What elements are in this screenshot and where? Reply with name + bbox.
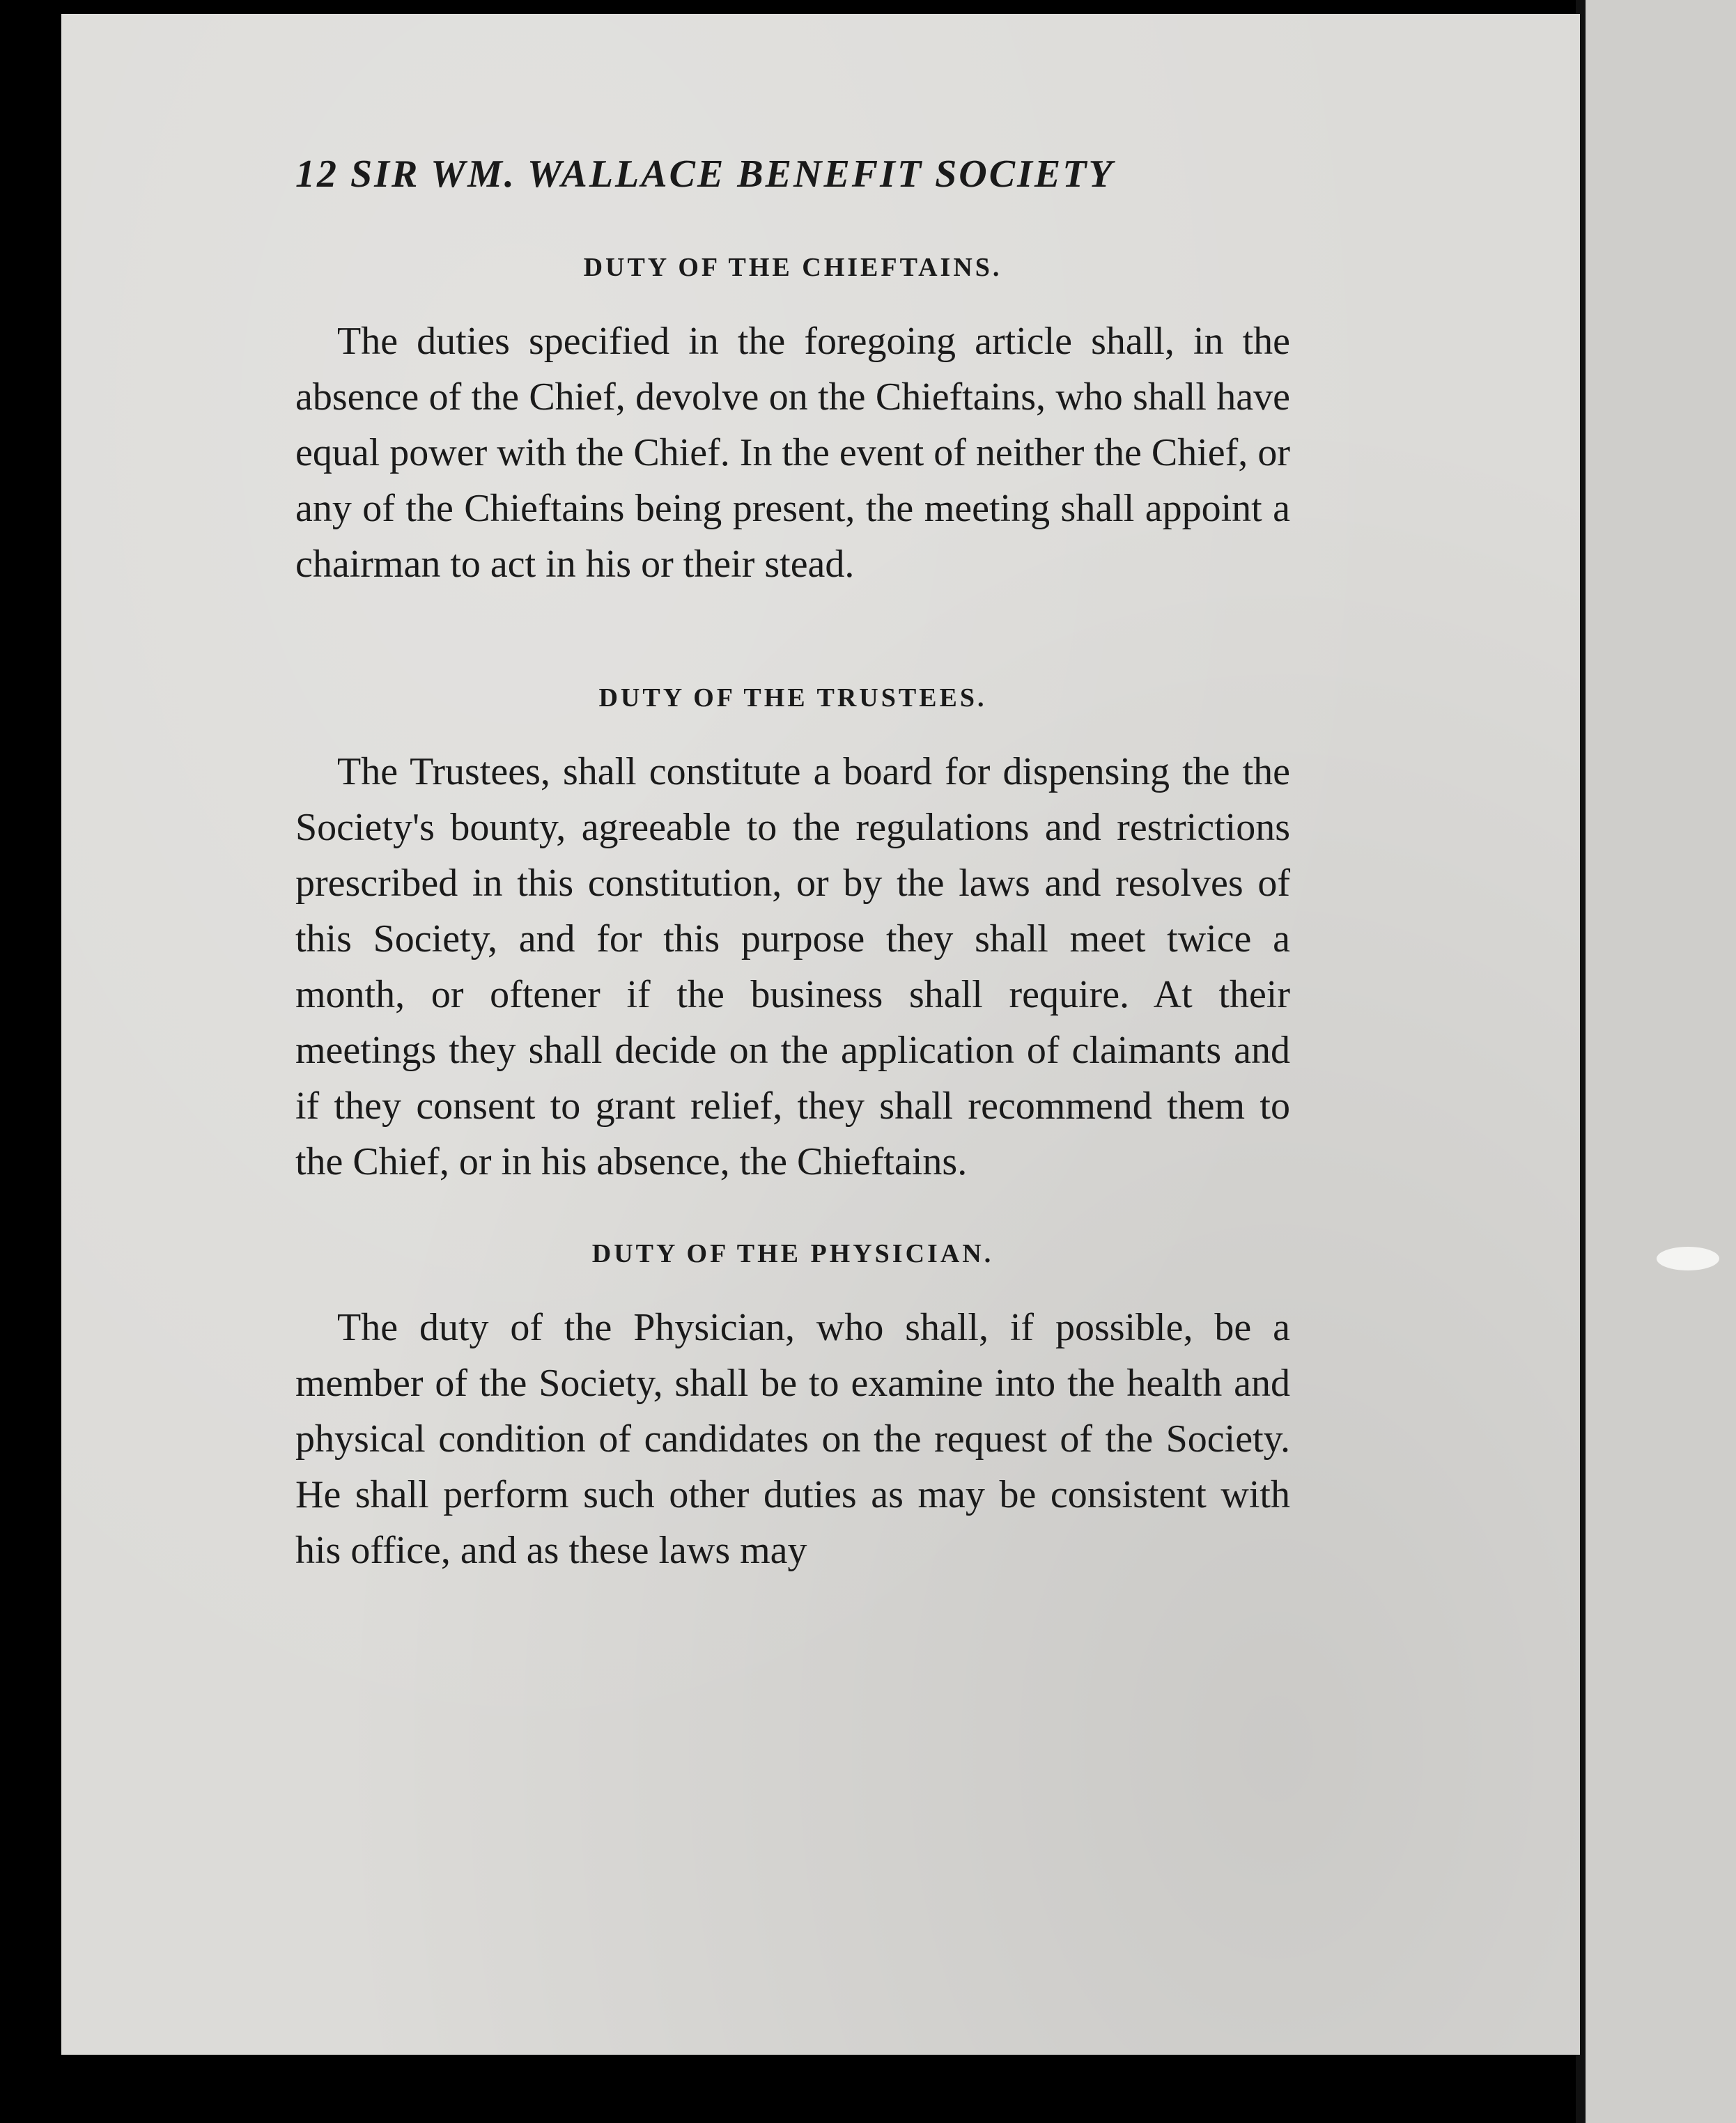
section-heading: DUTY OF THE CHIEFTAINS. [583,253,1002,282]
section-duty-of-chieftains [295,252,1290,592]
paper-speck [1657,1247,1719,1270]
section-paragraph: The duties specified in the foregoing article shall, in the absence of the Chief, devolve on the Chieftains, who shall have equal power with the Chief. In the event of neither the Chief, or any of the Chieftains being present, the meeting shall appoint a chairman to act in his or their stead. [295,320,1290,586]
page-text-block [295,152,1290,1578]
section-duty-of-physician [295,1238,1290,1578]
section-heading: DUTY OF THE PHYSICIAN. [591,1239,994,1268]
running-head: 12 SIR WM. WALLACE BENEFIT SOCIETY [295,153,1115,196]
section-paragraph: The duty of the Physician, who shall, if possible, be a member of the Society, shall be to examine into the health and physical condition of candidates on the request of the Society. He shall perform such other duties as may be consistent with his office, and as these laws may [295,1306,1290,1572]
section-paragraph: The Trustees, shall constitute a board for dispensing the the Society's bounty, agreeable to the regulations and restrictions prescribed in this constitution, or by the laws and resolves of this Society, and for this purpose they shall meet twice a month, or oftener if the business shall require. At their meetings they shall decide on the application of claimants and if they consent to grant relief, they shall recommend them to the Chief, or in his absence, the Chieftains. [295,750,1290,1183]
section-heading: DUTY OF THE TRUSTEES. [598,683,987,713]
facing-page-edge [1580,0,1736,2123]
section-duty-of-trustees [295,683,1290,1190]
